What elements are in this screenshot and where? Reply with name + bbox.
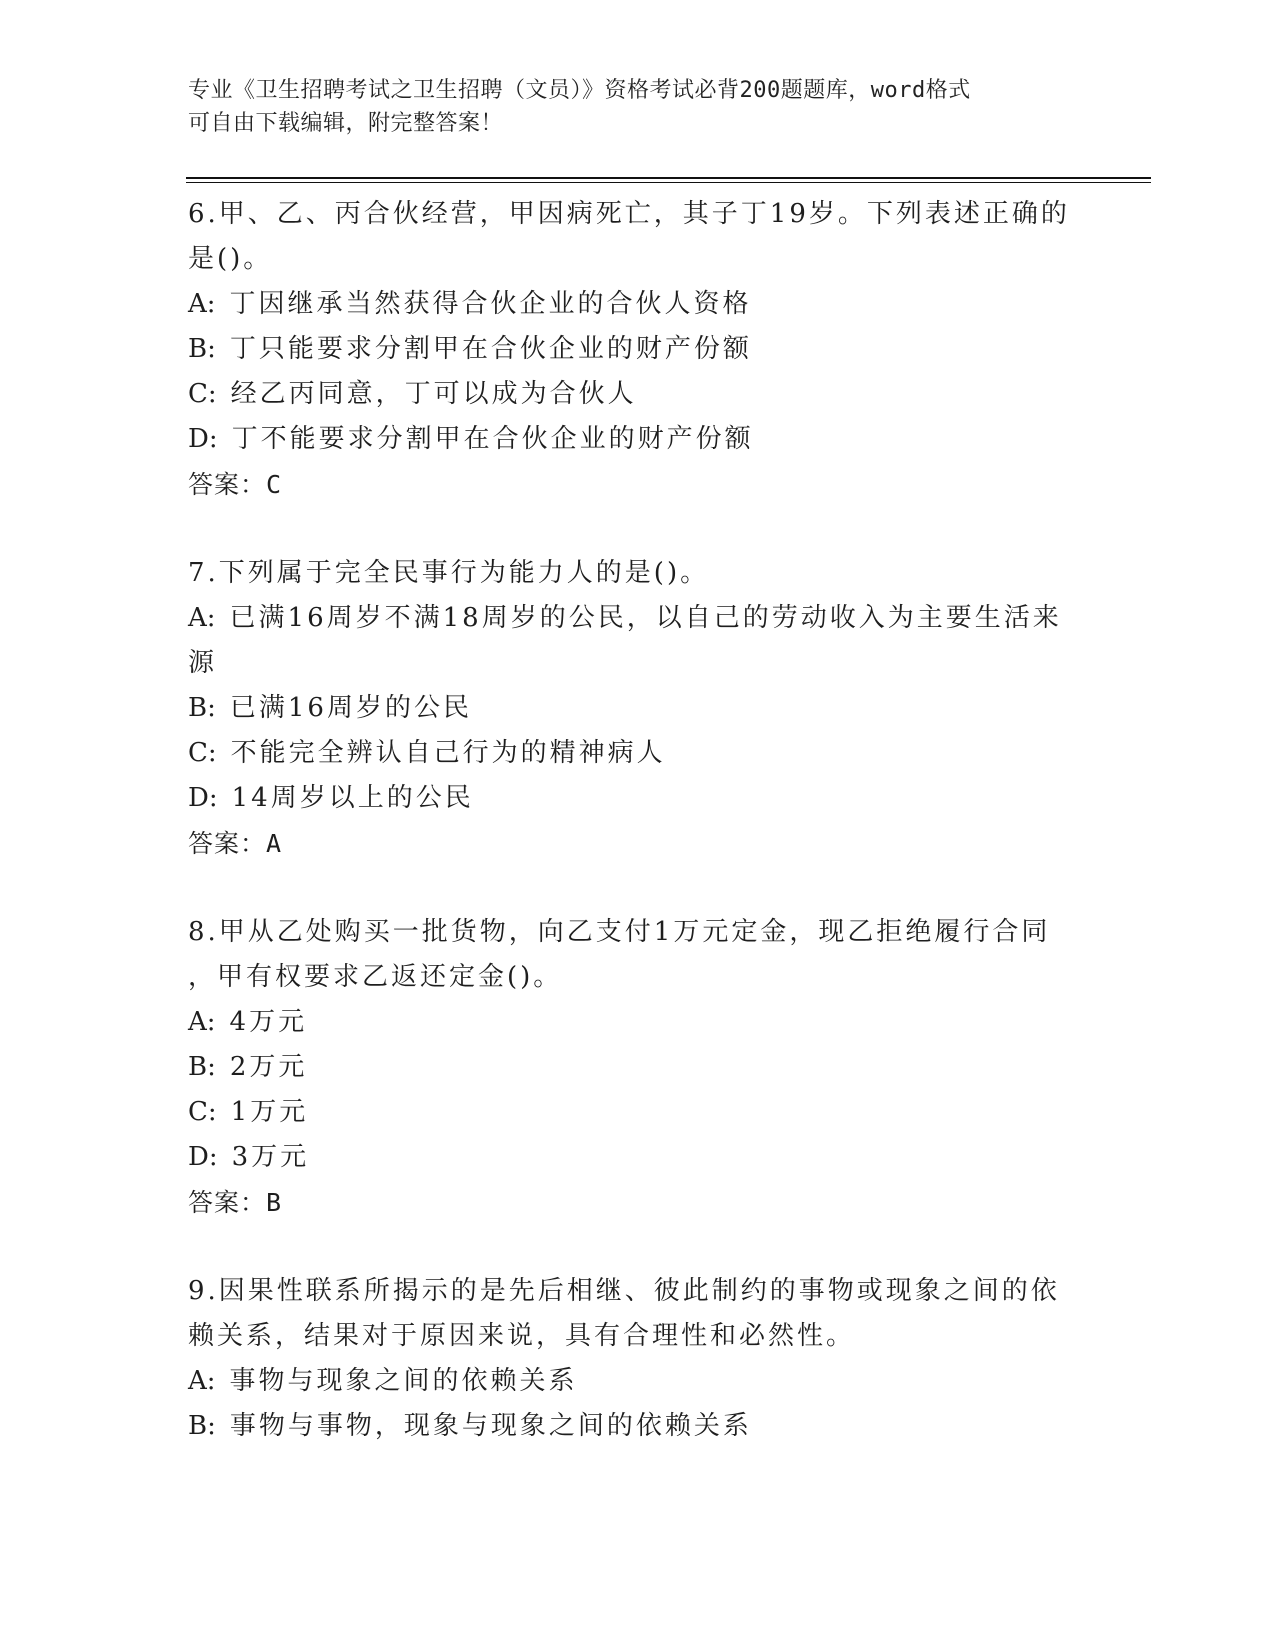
header-title-line-1: 专业《卫生招聘考试之卫生招聘（文员）》资格考试必背200题题库，word格式: [188, 78, 971, 103]
question-stem: 是()。: [188, 244, 273, 274]
option-letter: B:: [188, 693, 216, 723]
answer-label: 答案：C: [188, 470, 283, 499]
option-c: [188, 1090, 1088, 1135]
header-title-line-2: 可自由下载编辑，附完整答案！: [188, 111, 504, 136]
option-text: 2万元: [229, 1052, 308, 1082]
header-divider-thin: [186, 182, 1151, 183]
question-stem: ，甲有权要求乙返还定金()。: [188, 962, 563, 992]
option-letter: C:: [188, 379, 217, 409]
question-list: [188, 192, 1088, 1449]
spacer: [188, 866, 1088, 910]
option-text: 经乙丙同意，丁可以成为合伙人: [230, 379, 637, 409]
option-letter: D:: [188, 424, 218, 454]
option-d: [188, 417, 1088, 462]
option-c: [188, 731, 1088, 776]
option-letter: D:: [188, 1142, 218, 1172]
option-letter: D:: [188, 783, 218, 813]
document-header: [188, 74, 1088, 140]
question-7: [188, 551, 1088, 866]
option-text: 3万元: [231, 1142, 310, 1172]
option-letter: A:: [188, 1007, 216, 1037]
option-c: [188, 372, 1088, 417]
option-text: 14周岁以上的公民: [231, 783, 474, 813]
spacer: [188, 1225, 1088, 1269]
question-stem: 赖关系，结果对于原因来说，具有合理性和必然性。: [188, 1321, 856, 1351]
question-stem: 6.甲、乙、丙合伙经营，甲因病死亡，其子丁19岁。下列表述正确的: [188, 199, 1070, 229]
option-a: [188, 1000, 1088, 1045]
spacer: [188, 507, 1088, 551]
option-b: [188, 1045, 1088, 1090]
option-letter: B:: [188, 1052, 216, 1082]
option-b: [188, 327, 1088, 372]
option-text: 已满16周岁不满18周岁的公民，以自己的劳动收入为主要生活来: [229, 603, 1062, 633]
option-text: 4万元: [229, 1007, 308, 1037]
option-letter: B:: [188, 1411, 216, 1441]
option-a: [188, 596, 1088, 641]
option-text: 丁因继承当然获得合伙企业的合伙人资格: [229, 289, 752, 319]
option-text: 事物与事物，现象与现象之间的依赖关系: [229, 1411, 752, 1441]
option-a: [188, 1359, 1088, 1404]
option-letter: C:: [188, 1097, 217, 1127]
option-text: 丁只能要求分割甲在合伙企业的财产份额: [229, 334, 752, 364]
option-a: [188, 282, 1088, 327]
option-b: [188, 686, 1088, 731]
option-d: [188, 776, 1088, 821]
option-text: 源: [188, 648, 218, 678]
option-d: [188, 1135, 1088, 1180]
option-text: 不能完全辨认自己行为的精神病人: [230, 738, 666, 768]
option-text: 1万元: [230, 1097, 309, 1127]
option-letter: A:: [188, 289, 216, 319]
question-6: [188, 192, 1088, 507]
option-letter: A:: [188, 1366, 216, 1396]
question-stem: 8.甲从乙处购买一批货物，向乙支付1万元定金，现乙拒绝履行合同: [188, 917, 1051, 947]
question-stem: 9.因果性联系所揭示的是先后相继、彼此制约的事物或现象之间的依: [188, 1276, 1060, 1306]
option-a-continued: [188, 641, 1088, 686]
option-letter: A:: [188, 603, 216, 633]
answer-label: 答案：A: [188, 829, 283, 858]
option-letter: C:: [188, 738, 217, 768]
option-b: [188, 1404, 1088, 1449]
option-text: 丁不能要求分割甲在合伙企业的财产份额: [231, 424, 754, 454]
question-stem: 7.下列属于完全民事行为能力人的是()。: [188, 558, 710, 588]
option-text: 事物与现象之间的依赖关系: [229, 1366, 578, 1396]
option-letter: B:: [188, 334, 216, 364]
option-text: 已满16周岁的公民: [229, 693, 472, 723]
question-8: [188, 910, 1088, 1225]
question-9: [188, 1269, 1088, 1449]
header-divider-thick: [186, 177, 1151, 179]
answer-label: 答案：B: [188, 1188, 283, 1217]
